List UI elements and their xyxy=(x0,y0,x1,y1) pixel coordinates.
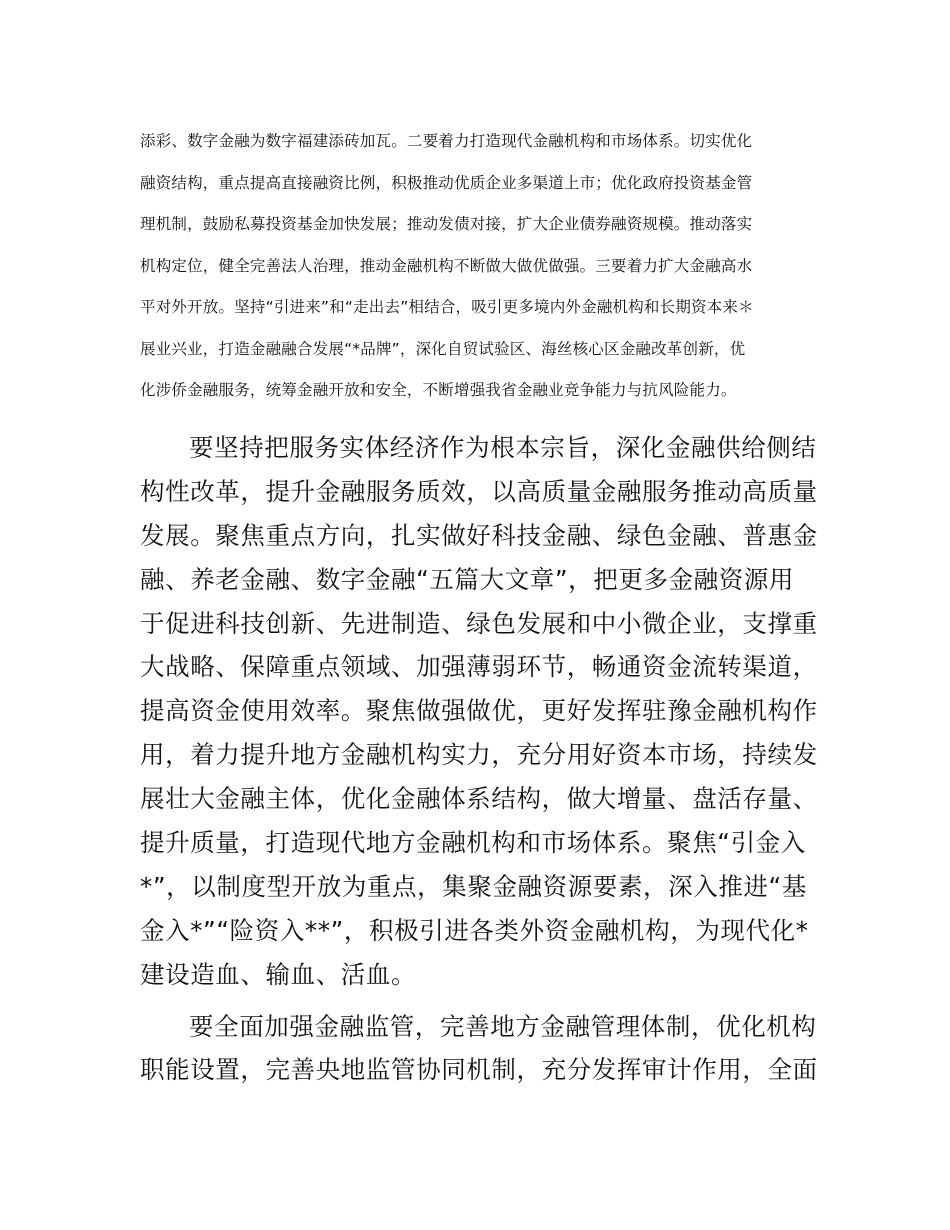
text-line: 添彩、数字金融为数字福建添砖加瓦。二要着力打造现代金融机构和市场体系。切实优化 xyxy=(140,132,753,150)
text-line: 于促进科技创新、先进制造、绿色发展和中小微企业，支撑重 xyxy=(140,608,818,638)
text-line: 发展。聚焦重点方向，扎实做好科技金融、绿色金融、普惠金 xyxy=(140,520,818,550)
text-line: 融、养老金融、数字金融“五篇大文章”，把更多金融资源用 xyxy=(140,564,795,594)
text-line: 融资结构，重点提高直接融资比例，积极推动优质企业多渠道上市；优化政府投资基金管 xyxy=(140,173,753,192)
body-text-large xyxy=(140,426,820,1092)
text-line: *”，以制度型开放为重点，集聚金融资源要素，深入推进“基 xyxy=(140,871,807,901)
text-line: 提高资金使用效率。聚焦做强做优，更好发挥驻豫金融机构作 xyxy=(140,696,818,726)
text-line: 金入*”“险资入**”，积极引进各类外资金融机构，为现代化* xyxy=(140,915,809,945)
text-line: 建设造血、输血、活血。 xyxy=(140,959,417,989)
text-line: 展壮大金融主体，优化金融体系结构，做大增量、盘活存量、 xyxy=(140,784,818,814)
paragraph-financial-supervision xyxy=(140,1005,820,1093)
text-line: 大战略、保障重点领域、加强薄弱环节，畅通资金流转渠道， xyxy=(140,652,818,682)
text-line: 理机制，鼓励私募投资基金加快发展；推动发债对接，扩大企业债券融资规模。推动落实 xyxy=(140,215,753,233)
text-line: 化涉侨金融服务，统筹金融开放和安全，不断增强我省金融业竞争能力与抗风险能力。 xyxy=(140,381,737,399)
text-line: 职能设置，完善央地监管协同机制，充分发挥审计作用，全面 xyxy=(140,1055,818,1085)
text-line: 展业兴业，打造金融融合发展“*品牌”，深化自贸试验区、海丝核心区金融改革创新，优 xyxy=(140,339,746,358)
text-line: 平对外开放。坚持“引进来”和“走出去”相结合，吸引更多境内外金融机构和长期资本来＊ xyxy=(140,298,754,316)
text-line: 构性改革，提升金融服务质效，以高质量金融服务推动高质量 xyxy=(140,476,818,506)
paragraph-spacer xyxy=(140,997,820,1005)
text-line: 机构定位，健全完善法人治理，推动金融机构不断做大做优做强。三要着力扩大金融高水 xyxy=(140,256,753,275)
body-paragraph-small xyxy=(140,121,820,412)
text-line: 要坚持把服务实体经济作为根本宗旨，深化金融供给侧结 xyxy=(189,433,817,462)
paragraph-service-real-economy xyxy=(140,426,820,997)
text-line: 提升质量，打造现代地方金融机构和市场体系。聚焦“引金入 xyxy=(140,828,806,858)
text-line: 用，着力提升地方金融机构实力，充分用好资本市场，持续发 xyxy=(140,740,818,770)
text-line: 要全面加强金融监管，完善地方金融管理体制，优化机构 xyxy=(189,1011,817,1041)
